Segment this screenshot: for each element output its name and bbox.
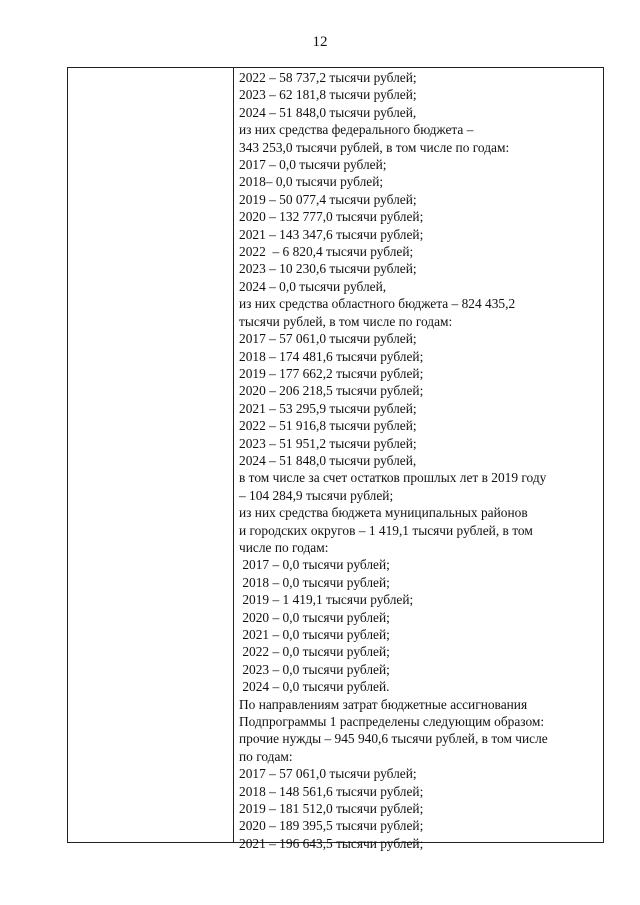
text-line: 2023 – 10 230,6 тысячи рублей; (239, 261, 417, 277)
text-line: 2021 – 143 347,6 тысячи рублей; (239, 226, 424, 242)
text-line: 2017 – 57 061,0 тысячи рублей; (239, 766, 417, 782)
text-line: в том числе за счет остатков прошлых лет в 2019 году (239, 470, 547, 486)
text-line: 2022 – 58 737,2 тысячи рублей; (239, 70, 417, 85)
text-line: 2022 – 51 916,8 тысячи рублей; (239, 418, 417, 434)
text-line: 2020 – 132 777,0 тысячи рублей; (239, 209, 424, 225)
text-line: 2023 – 0,0 тысячи рублей; (239, 661, 390, 677)
text-line: 2020 – 189 395,5 тысячи рублей; (239, 818, 424, 834)
text-line: 343 253,0 тысячи рублей, в том числе по годам: (239, 139, 510, 155)
text-line: 2019 – 181 512,0 тысячи рублей; (239, 801, 424, 817)
text-line: 2021 – 53 295,9 тысячи рублей; (239, 400, 417, 416)
text-line: 2024 – 0,0 тысячи рублей. (239, 679, 390, 695)
text-line: 2018 – 0,0 тысячи рублей; (239, 574, 390, 590)
text-line: 2020 – 0,0 тысячи рублей; (239, 609, 390, 625)
text-line: из них средства областного бюджета – 824 435,2 (239, 296, 516, 312)
text-line: 2023 – 51 951,2 тысячи рублей; (239, 435, 417, 451)
text-line: – 104 284,9 тысячи рублей; (239, 487, 394, 503)
text-line: из них средства бюджета муниципальных районов (239, 505, 528, 521)
text-line: 2021 – 196 643,5 тысячи рублей; (239, 835, 424, 851)
table-left-cell (68, 68, 234, 842)
text-line: 2023 – 62 181,8 тысячи рублей; (239, 87, 417, 103)
text-line: из них средства федерального бюджета – (239, 122, 474, 138)
text-line: 2017 – 57 061,0 тысячи рублей; (239, 331, 417, 347)
text-line: 2021 – 0,0 тысячи рублей; (239, 627, 390, 642)
text-line: По направлениям затрат бюджетные ассигнования (239, 696, 528, 712)
document-table (67, 67, 604, 851)
text-line: 2018 – 174 481,6 тысячи рублей; (239, 348, 424, 364)
text-line: 2024 – 51 848,0 тысячи рублей, (239, 452, 417, 468)
text-line: прочие нужды – 945 940,6 тысячи рублей, в том числе (239, 731, 548, 747)
text-line: тысячи рублей, в том числе по годам: (239, 313, 453, 329)
text-line: 2022 – 6 820,4 тысячи рублей; (239, 244, 414, 260)
text-line: по годам: (239, 748, 293, 764)
text-line: 2018 – 148 561,6 тысячи рублей; (239, 783, 424, 799)
text-line: 2024 – 51 848,0 тысячи рублей, (239, 104, 417, 120)
text-line: 2022 – 0,0 тысячи рублей; (239, 644, 390, 660)
text-line: и городских округов – 1 419,1 тысячи рублей, в том (239, 522, 533, 538)
text-line: 2019 – 50 077,4 тысячи рублей; (239, 191, 417, 207)
text-line: числе по годам: (239, 539, 329, 555)
text-line: 2018– 0,0 тысячи рублей; (239, 174, 384, 190)
text-line: 2020 – 206 218,5 тысячи рублей; (239, 383, 424, 399)
text-line: 2017 – 0,0 тысячи рублей; (239, 157, 387, 173)
table-right-cell (239, 68, 599, 851)
text-line: 2019 – 1 419,1 тысячи рублей; (239, 592, 414, 608)
page-number: 12 (312, 34, 328, 50)
text-line: 2017 – 0,0 тысячи рублей; (239, 557, 390, 573)
text-line: 2019 – 177 662,2 тысячи рублей; (239, 365, 424, 381)
text-line: Подпрограммы 1 распределены следующим образом: (239, 714, 545, 730)
text-line: 2024 – 0,0 тысячи рублей, (239, 278, 387, 294)
